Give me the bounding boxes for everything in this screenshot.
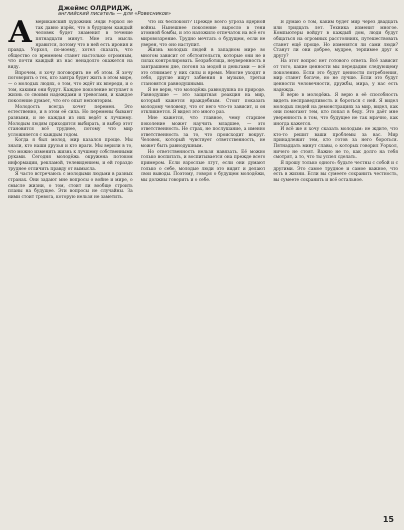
paragraph: Впрочем, я хочу поговорить не об этом. Я хочу поговорить о тех, кто завтра будет жить в этом мире, — о молодых людях, о том, что ждёт их впереди, и о том, какими они будут. Каждое поколение вступает в жизнь со своими надеждами и тревогами, и каждое поколение думает, что его опыт неповторим. — [8, 70, 133, 104]
paragraph: Мне кажется, что главное, чему старшее поколение может научить младшее, — это ответственность. Не страх, не послушание, а именно ответственность за то, что происходит вокруг. Человек, который чувствует ответственность, не может быть равнодушным. — [140, 115, 266, 150]
paragraph: На этот вопрос нет готового ответа. Всё зависит от того, какие ценности мы передадим следующему поколению. Если это будут ценности потребления, мир станет богаче, но не лучше. Если это будут ценности человечности, дружбы, мира, у нас есть надежда. — [273, 59, 399, 93]
paragraph: Я не верю, что молодёжь равнодушна по природе. Равнодушие — это защитная реакция на мир, который кажется враждебным. Стоит показать молодому человеку, что от него что-то зависит, и он откликнется. Я видел это много раз. — [140, 87, 266, 116]
paragraph: Я думаю о том, каким будет мир через двадцать или тридцать лет. Техника изменит многое. Компьютеры войдут в каждый дом, люди будут общаться на огромных расстояниях, путешествовать станет ещё проще. Но изменятся ли сами люди? Станут ли они добрее, мудрее, терпимее друг к другу? — [273, 20, 399, 59]
author-name: Джеймс ОЛДРИДЖ, — [58, 4, 133, 12]
paragraph: Я прошу только одного: будьте честны с собой и с другими. Это самое трудное и самое важное, что есть в жизни. Если вы сумеете сохранить честность, вы сумеете сохранить и всё остальное. — [273, 161, 399, 183]
paragraph: Я верю в молодёжь. Я верю в её способность видеть несправедливость и бороться с ней. Я видел молодых людей на демонстрациях за мир, видел, как они помогают тем, кто попал в беду. Это даёт мне уверенность в том, что будущее не так мрачно, как иногда кажется. — [273, 93, 399, 127]
article-header — [58, 3, 398, 21]
paragraph: Но ответственность нельзя навязать. Её можно только воспитать, и воспитывается она прежде всего примером. Если взрослые лгут, если они думают только о себе, молодые люди это видят и делают свои выводы. Поэтому, говоря о будущем молодёжи, мы должны говорить и о себе. — [140, 149, 266, 183]
article-body — [8, 20, 398, 512]
paragraph-text: мериканский художник Энди Уорхол не так давно изрёк, что в будущем каждый человек будет знаменит в течение пятнадцати минут. Мне эта мысль нравится, потому что в ней есть ирония и правда. Уорхол, по-моему, хотел сказать, что общество со временем станет настолько огромным, что почти каждый из нас ненадолго окажется на виду. — [8, 20, 133, 71]
article-column-2 — [141, 20, 266, 512]
author-subtitle: английский писатель — для «Ровесников» — [58, 11, 171, 17]
article-column-3 — [273, 20, 398, 512]
paragraph: Молодость всегда хочет перемен. Это естественно, и в этом её сила. Но перемены бывают разными, и не каждая из них ведёт к лучшему. Молодым людям приходится выбирать, и выбор этот становится всё труднее, потому что мир усложняется с каждым годом. — [8, 104, 133, 138]
paragraph — [8, 20, 133, 71]
page-number: 15 — [382, 515, 394, 524]
paragraph: И всё же я хочу сказать молодым: не ждите, что кто-то решит ваши проблемы за вас. Мир принадлежит тем, кто готов за него бороться. Пятнадцать минут славы, о которых говорил Уорхол, ничего не стоят. Важно не то, как долго на тебя смотрят, а то, что ты успел сделать. — [273, 127, 399, 161]
paragraph: Жизнь молодых людей в западном мире во многом зависит от обстоятельств, которые они не в силах контролировать. Безработица, неуверенность в завтрашнем дне, погоня за модой и деньгами — всё это отнимает у них силы и время. Многие уходят в себя, другие ищут забвения в музыке, третьи становятся равнодушными. — [140, 48, 266, 88]
drop-cap: А — [8, 20, 33, 50]
article-column-1 — [8, 20, 133, 512]
paragraph: Я часто встречаюсь с молодыми людьми в разных странах. Они задают мне вопросы о войне и мире, о смысле жизни, о том, стоит ли вообще строить планы на будущее. Эти вопросы не случайны. За ними стоит тревога, которую нельзя не заметить. — [8, 172, 133, 200]
paragraph: Что их беспокоит? Прежде всего угроза ядерной войны. Нынешнее поколение выросло в тени атомной бомбы, и это наложило отпечаток на всё его мировоззрение. Трудно мечтать о будущем, если не уверен, что оно наступит. — [140, 20, 266, 48]
paragraph: Когда я был молод, мир казался проще. Мы знали, кто наши друзья и кто враги. Мы верили в то, что можно изменить жизнь к лучшему собственными руками. Сегодня молодёжь окружена потоком информации, рекламой, телевидением, и ей гораздо труднее отличить правду от вымысла. — [8, 138, 133, 172]
